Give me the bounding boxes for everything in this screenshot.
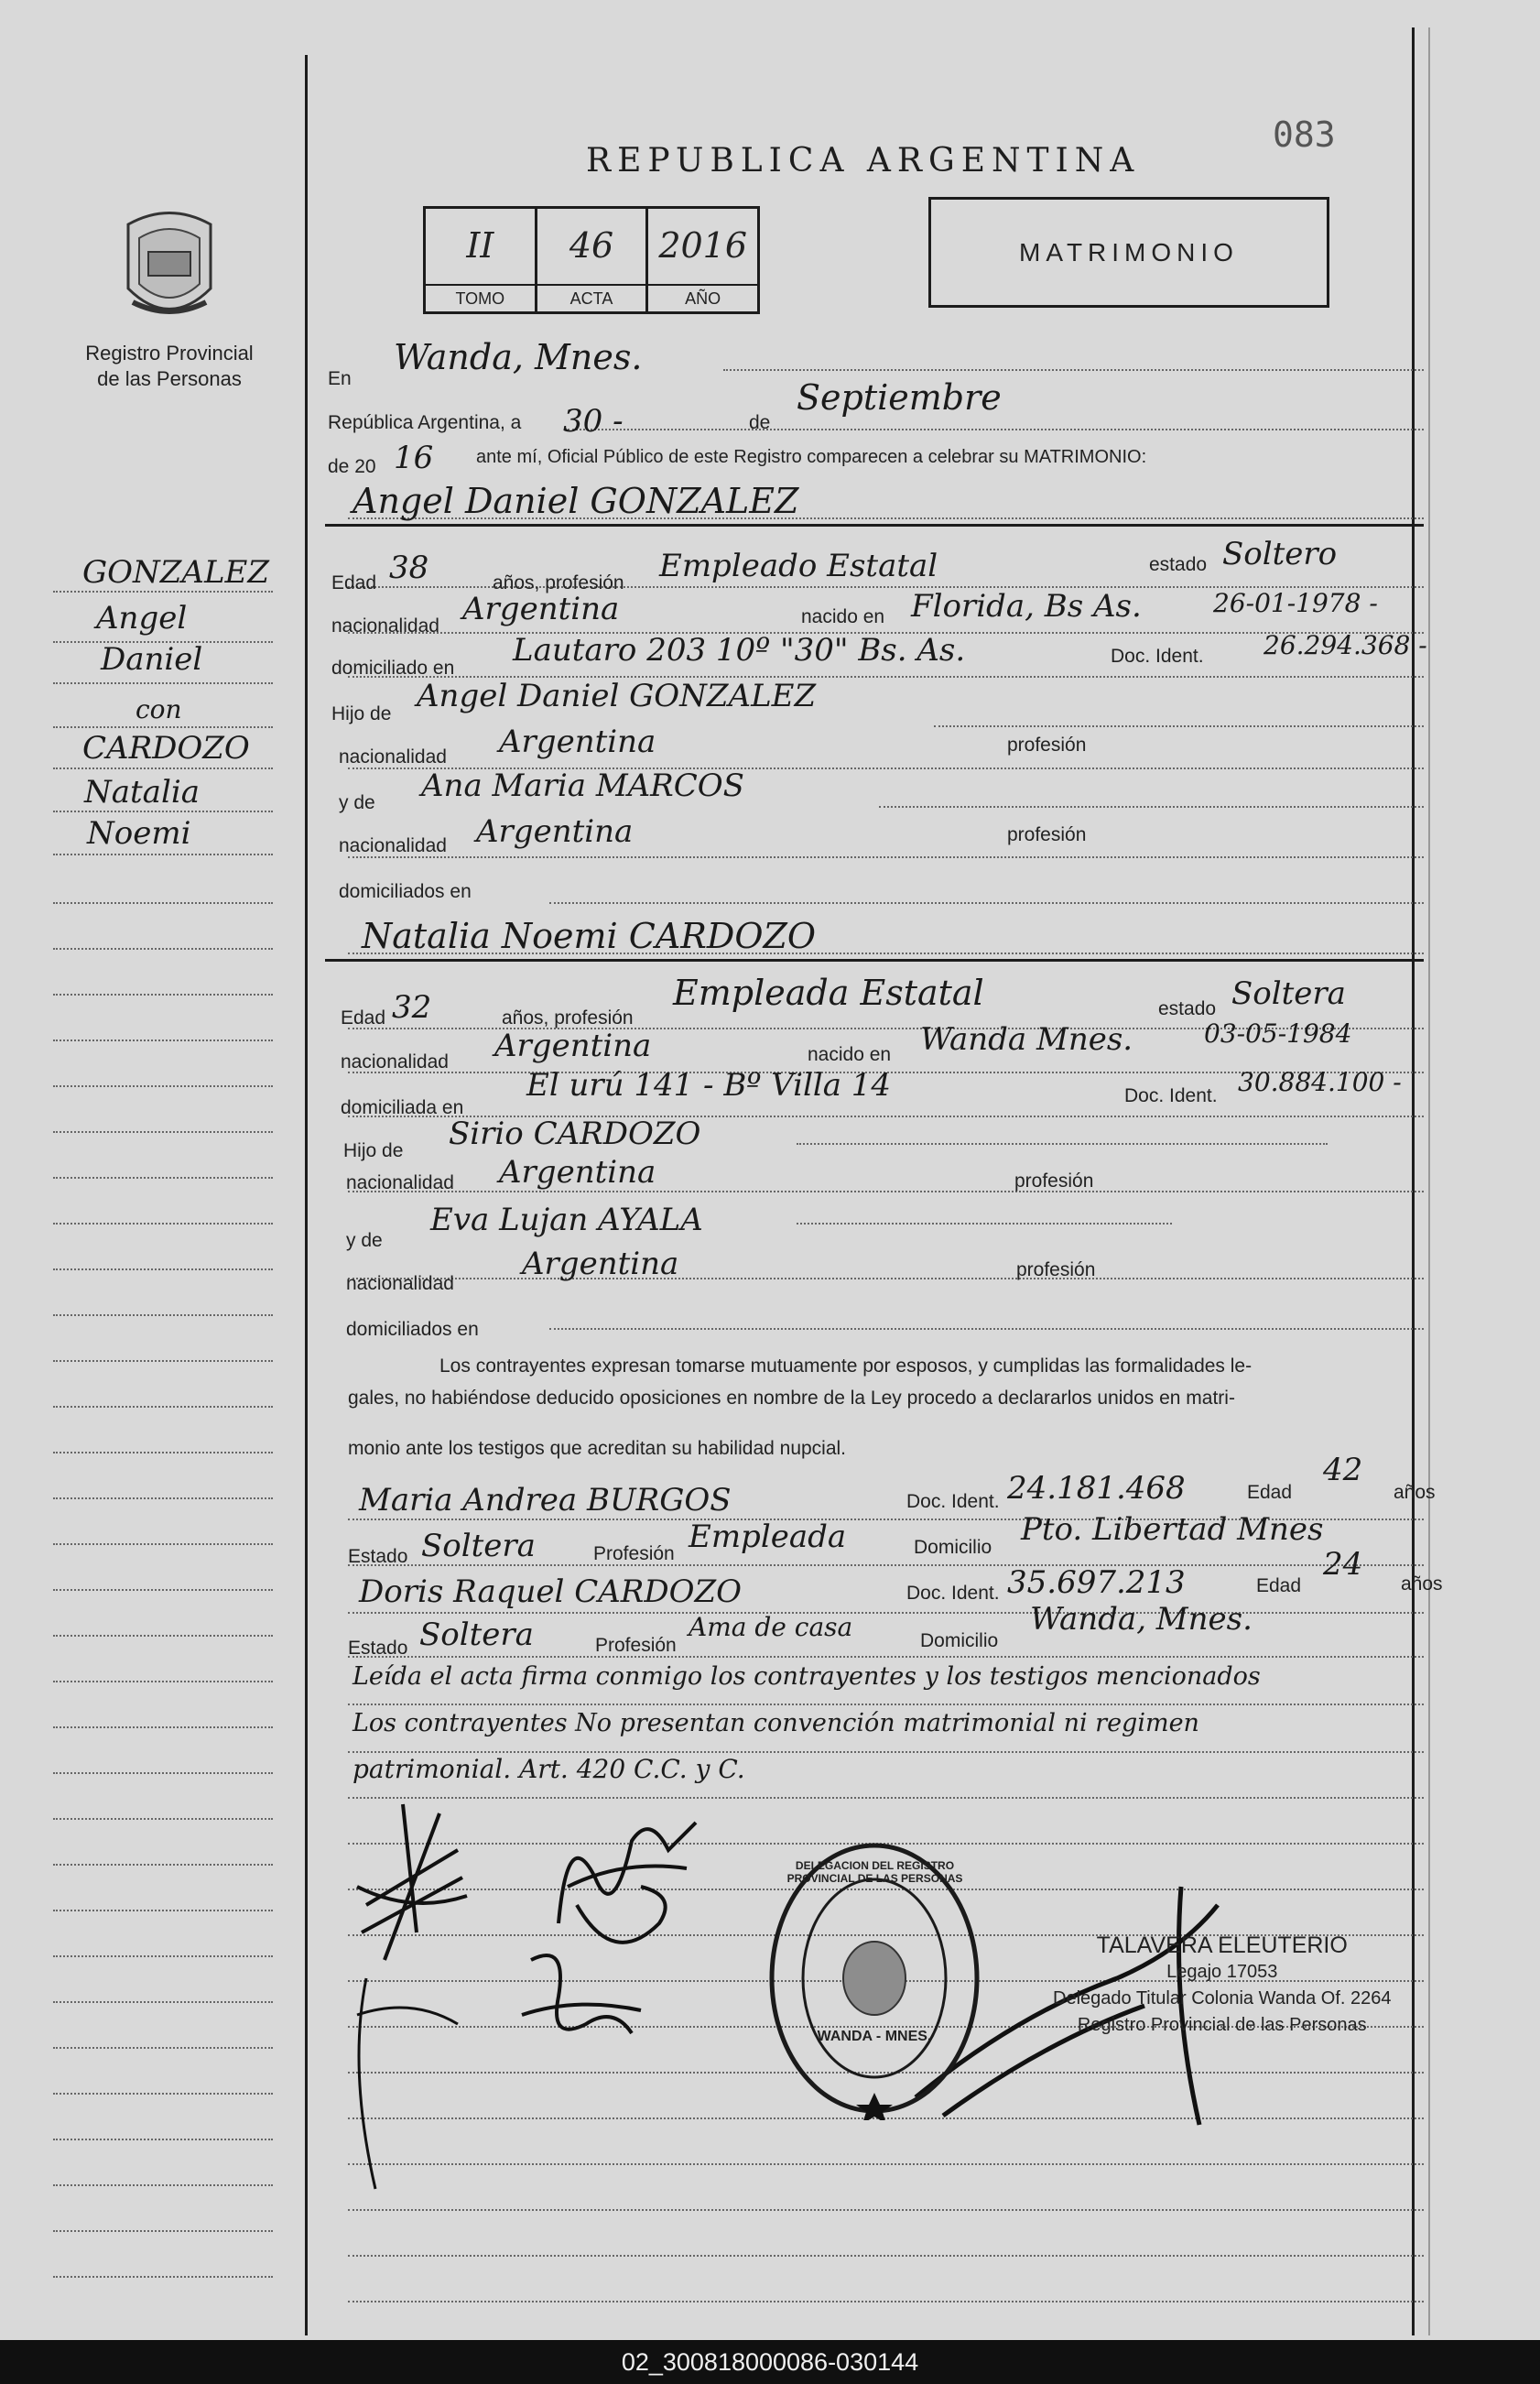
bride-nacionalidad-label: nacionalidad xyxy=(341,1051,449,1072)
groom-father-profesion-label: profesión xyxy=(1007,735,1087,756)
bride-doc-label: Doc. Ident. xyxy=(1124,1085,1218,1106)
right-margin-shadow xyxy=(1428,27,1430,2335)
registry-line-2: de las Personas xyxy=(97,367,242,390)
witness2-domicilio: Wanda, Mnes. xyxy=(1030,1601,1253,1638)
bride-address: El urú 141 - Bº Villa 14 xyxy=(526,1067,892,1104)
groom-mother: Ana Maria MARCOS xyxy=(421,767,744,804)
groom-doc: 26.294.368 - xyxy=(1263,630,1427,660)
anio-cell xyxy=(648,209,757,311)
groom-section-divider xyxy=(325,524,1424,527)
bride-nacido-label: nacido en xyxy=(808,1044,892,1065)
groom-address: Lautaro 203 10º "30" Bs. As. xyxy=(513,632,966,669)
bride-birthplace: Wanda Mnes. xyxy=(920,1021,1133,1058)
stamp-ring-text: DELEGACION DEL REGISTRO PROVINCIAL DE LAS PERSONAS xyxy=(786,1859,963,1885)
acta-cell xyxy=(537,209,649,311)
page-title: REPUBLICA ARGENTINA xyxy=(586,142,1141,180)
witness2-doc-label: Doc. Ident. xyxy=(906,1583,1000,1604)
provincial-seal-icon xyxy=(119,206,220,325)
groom-estado-label: estado xyxy=(1149,554,1208,575)
witness1-edad-label: Edad xyxy=(1247,1482,1293,1503)
witness2-profession: Ama de casa xyxy=(689,1612,853,1642)
margin-name-2: Angel xyxy=(96,600,188,637)
signature-witness-1 xyxy=(339,1960,485,2198)
registry-name xyxy=(55,341,284,392)
bride-estado-label: estado xyxy=(1158,998,1217,1019)
groom-name: Angel Daniel GONZALEZ xyxy=(352,481,799,521)
groom-father: Angel Daniel GONZALEZ xyxy=(417,678,817,714)
witness1-profesion-label: Profesión xyxy=(593,1543,675,1564)
bride-estado: Soltera xyxy=(1231,975,1346,1012)
tomo-value: II xyxy=(466,225,494,266)
bride-father-nat-label: nacionalidad xyxy=(346,1172,454,1193)
witness2-estado: Soltera xyxy=(419,1617,534,1653)
page-number: 083 xyxy=(1273,114,1336,155)
groom-estado: Soltero xyxy=(1222,536,1338,572)
official-registro: Registro Provincial de las Personas xyxy=(1077,2015,1367,2035)
bride-mother-profesion-label: profesión xyxy=(1016,1259,1096,1280)
groom-mother-profesion-label: profesión xyxy=(1007,824,1087,845)
bride-father-profesion-label: profesión xyxy=(1014,1170,1094,1192)
witness2-doc: 35.697.213 xyxy=(1007,1564,1186,1601)
witness1-estado-label: Estado xyxy=(348,1546,408,1567)
note-line-3: patrimonial. Art. 420 C.C. y C. xyxy=(352,1754,745,1784)
stamp-center-text: WANDA - MNES. xyxy=(817,2029,932,2044)
bride-name: Natalia Noemi CARDOZO xyxy=(362,916,817,956)
bride-hijo-label: Hijo de xyxy=(343,1140,404,1161)
bride-nationality: Argentina xyxy=(494,1028,652,1064)
groom-age: 38 xyxy=(389,550,429,586)
witness1-profession: Empleada xyxy=(689,1519,847,1555)
groom-mother-nat-label: nacionalidad xyxy=(339,835,447,856)
year-prefix: de 20 xyxy=(328,456,376,477)
groom-domiciliado-label: domiciliado en xyxy=(331,658,455,679)
en-label: En xyxy=(328,368,352,389)
day-value: 30 - xyxy=(563,403,624,440)
groom-doc-label: Doc. Ident. xyxy=(1111,646,1204,667)
acta-label: ACTA xyxy=(537,284,646,311)
groom-father-nat: Argentina xyxy=(499,724,656,760)
groom-yde-label: y de xyxy=(339,792,375,813)
right-page-border xyxy=(1412,27,1415,2335)
bride-mother: Eva Lujan AYALA xyxy=(430,1202,703,1238)
record-reference-boxes xyxy=(423,206,760,314)
groom-nacionalidad-label: nacionalidad xyxy=(331,615,439,637)
bride-domiciliado-label: domiciliada en xyxy=(341,1097,464,1118)
witness1-age: 42 xyxy=(1323,1452,1363,1488)
bride-edad-label: Edad xyxy=(341,1007,386,1029)
witness1-domicilio: Pto. Libertad Mnes xyxy=(1021,1511,1324,1548)
bride-mother-nat: Argentina xyxy=(522,1246,679,1282)
registry-line-1: Registro Provincial xyxy=(85,342,254,365)
scan-file-id: 02_300818000086-030144 xyxy=(0,2340,1540,2384)
de-label: de xyxy=(749,412,771,433)
republica-label: República Argentina, a xyxy=(328,412,522,433)
document-type-box: MATRIMONIO xyxy=(928,197,1329,308)
margin-name-1: GONZALEZ xyxy=(82,554,269,591)
official-name: TALAVERA ELEUTERIO xyxy=(1096,1932,1348,1958)
official-legajo: Legajo 17053 xyxy=(1166,1962,1278,1982)
margin-name-7: Noemi xyxy=(87,815,191,852)
left-column-border xyxy=(305,55,308,2335)
signature-groom xyxy=(348,1795,476,1969)
witness1-anos-label: años xyxy=(1394,1482,1436,1503)
groom-birthdate: 26-01-1978 - xyxy=(1213,588,1378,618)
groom-father-nat-label: nacionalidad xyxy=(339,746,447,767)
place-value: Wanda, Mnes. xyxy=(394,337,643,377)
witness1-estado: Soltera xyxy=(421,1528,536,1564)
year-suffix: 16 xyxy=(394,440,434,476)
note-line-2: Los contrayentes No presentan convención matrimonial ni regimen xyxy=(352,1709,1199,1737)
witness2-edad-label: Edad xyxy=(1256,1575,1302,1596)
signature-witness-2 xyxy=(513,1942,650,2061)
acta-value: 46 xyxy=(569,225,614,266)
bride-mother-nat-label: nacionalidad xyxy=(346,1273,454,1294)
tomo-label: TOMO xyxy=(426,284,535,311)
witness2-name: Doris Raquel CARDOZO xyxy=(359,1573,743,1610)
witness2-estado-label: Estado xyxy=(348,1638,408,1659)
margin-name-4: con xyxy=(136,694,182,724)
margin-name-5: CARDOZO xyxy=(82,730,250,767)
groom-nationality: Argentina xyxy=(462,591,620,627)
witness1-doc: 24.181.468 xyxy=(1007,1470,1186,1507)
ante-text: ante mí, Oficial Público de este Registro comparecen a celebrar su MATRIMONIO: xyxy=(476,447,1147,467)
tomo-cell xyxy=(426,209,537,311)
groom-domiciliados-label: domiciliados en xyxy=(339,881,472,902)
bride-domiciliados-label: domiciliados en xyxy=(346,1319,479,1340)
groom-anos-label: años, profesión xyxy=(493,572,624,593)
anio-label: AÑO xyxy=(648,284,757,311)
clause-line-2: gales, no habiéndose deducido oposiciones en nombre de la Ley procedo a declararlos unidos en matri- xyxy=(348,1388,1235,1409)
witness1-doc-label: Doc. Ident. xyxy=(906,1491,1000,1512)
bride-yde-label: y de xyxy=(346,1230,383,1251)
margin-name-6: Natalia xyxy=(84,774,200,811)
month-value: Septiembre xyxy=(797,377,1002,418)
bride-age: 32 xyxy=(392,989,432,1026)
bride-birthdate: 03-05-1984 xyxy=(1204,1018,1352,1049)
clause-line-1: Los contrayentes expresan tomarse mutuamente por esposos, y cumplidas las formalidades le- xyxy=(439,1355,1253,1377)
bride-profession: Empleada Estatal xyxy=(673,973,984,1013)
groom-mother-nat: Argentina xyxy=(476,813,634,850)
witness1-domicilio-label: Domicilio xyxy=(914,1537,992,1558)
official-cargo: Delegado Titular Colonia Wanda Of. 2264 xyxy=(1053,1988,1392,2008)
bride-father: Sirio CARDOZO xyxy=(449,1116,701,1152)
bride-father-nat: Argentina xyxy=(499,1154,656,1191)
groom-hijo-label: Hijo de xyxy=(331,703,392,724)
margin-name-3: Daniel xyxy=(101,641,203,678)
groom-nacido-label: nacido en xyxy=(801,606,885,627)
clause-line-3: monio ante los testigos que acreditan su habilidad nupcial. xyxy=(348,1438,847,1459)
witness2-age: 24 xyxy=(1323,1546,1363,1583)
groom-profession: Empleado Estatal xyxy=(659,548,938,584)
witness2-domicilio-label: Domicilio xyxy=(920,1630,999,1651)
bride-section-divider xyxy=(325,959,1424,962)
witness2-profesion-label: Profesión xyxy=(595,1635,677,1656)
witness1-name: Maria Andrea BURGOS xyxy=(359,1482,732,1519)
groom-birthplace: Florida, Bs As. xyxy=(911,588,1142,625)
groom-edad-label: Edad xyxy=(331,572,377,593)
anio-value: 2016 xyxy=(658,225,748,266)
note-line-1: Leída el acta firma conmigo los contrayentes y los testigos mencionados xyxy=(352,1662,1261,1691)
bride-anos-label: años, profesión xyxy=(502,1007,634,1029)
bride-doc: 30.884.100 - xyxy=(1238,1067,1402,1097)
official-signature-block xyxy=(1053,1932,1391,2039)
witness2-anos-label: años xyxy=(1401,1573,1443,1595)
